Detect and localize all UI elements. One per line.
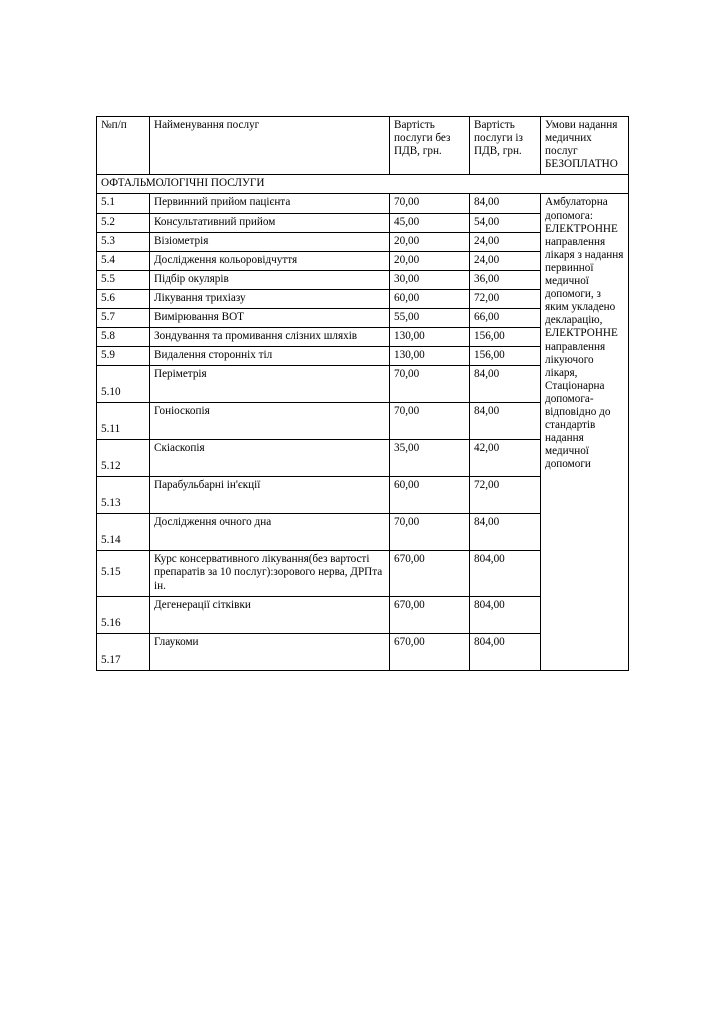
row-service-name: Дослідження очного дна bbox=[150, 514, 390, 551]
price-table-container bbox=[96, 116, 628, 671]
row-price-no-vat: 45,00 bbox=[390, 213, 470, 232]
row-price-no-vat: 55,00 bbox=[390, 309, 470, 328]
row-price-with-vat: 804,00 bbox=[470, 596, 541, 633]
row-service-name: Глаукоми bbox=[150, 633, 390, 670]
table-row bbox=[97, 194, 629, 213]
row-service-name: Дегенерації сітківки bbox=[150, 596, 390, 633]
row-price-no-vat: 60,00 bbox=[390, 477, 470, 514]
row-number: 5.16 bbox=[97, 596, 150, 633]
row-service-name: Вимірювання ВОТ bbox=[150, 309, 390, 328]
row-price-with-vat: 24,00 bbox=[470, 251, 541, 270]
row-number: 5.4 bbox=[97, 251, 150, 270]
header-cell-conditions: Умови надання медичних послуг БЕЗОПЛАТНО bbox=[541, 117, 629, 175]
section-title: ОФТАЛЬМОЛОГІЧНІ ПОСЛУГИ bbox=[97, 175, 629, 194]
header-cell-number: №п/п bbox=[97, 117, 150, 175]
row-service-name: Первинний прийом пацієнта bbox=[150, 194, 390, 213]
row-price-no-vat: 130,00 bbox=[390, 347, 470, 366]
row-service-name: Дослідження кольоровідчуття bbox=[150, 251, 390, 270]
row-number: 5.7 bbox=[97, 309, 150, 328]
row-number: 5.10 bbox=[97, 366, 150, 403]
row-price-no-vat: 70,00 bbox=[390, 366, 470, 403]
row-price-no-vat: 70,00 bbox=[390, 514, 470, 551]
row-service-name: Парабульбарні ін'єкції bbox=[150, 477, 390, 514]
row-price-no-vat: 20,00 bbox=[390, 251, 470, 270]
row-number: 5.6 bbox=[97, 289, 150, 308]
row-number: 5.11 bbox=[97, 403, 150, 440]
header-cell-service-name: Найменування послуг bbox=[150, 117, 390, 175]
row-number: 5.3 bbox=[97, 232, 150, 251]
row-service-name: Підбір окулярів bbox=[150, 270, 390, 289]
row-price-with-vat: 804,00 bbox=[470, 551, 541, 596]
row-price-with-vat: 72,00 bbox=[470, 477, 541, 514]
row-service-name: Періметрія bbox=[150, 366, 390, 403]
row-service-name: Курс консервативного лікування(без вартості препаратів за 10 послуг):зорового нерва, ДРПта ін. bbox=[150, 551, 390, 596]
row-price-no-vat: 70,00 bbox=[390, 194, 470, 213]
row-price-no-vat: 20,00 bbox=[390, 232, 470, 251]
row-service-name: Візіометрія bbox=[150, 232, 390, 251]
row-price-with-vat: 84,00 bbox=[470, 403, 541, 440]
row-price-no-vat: 670,00 bbox=[390, 551, 470, 596]
row-number: 5.17 bbox=[97, 633, 150, 670]
price-table-body bbox=[97, 117, 629, 671]
row-number: 5.8 bbox=[97, 328, 150, 347]
row-price-no-vat: 60,00 bbox=[390, 289, 470, 308]
row-price-with-vat: 36,00 bbox=[470, 270, 541, 289]
row-price-no-vat: 670,00 bbox=[390, 596, 470, 633]
row-number: 5.15 bbox=[97, 551, 150, 596]
row-price-with-vat: 42,00 bbox=[470, 440, 541, 477]
row-price-no-vat: 30,00 bbox=[390, 270, 470, 289]
row-price-with-vat: 156,00 bbox=[470, 347, 541, 366]
table-header-row bbox=[97, 117, 629, 175]
row-service-name: Гоніоскопія bbox=[150, 403, 390, 440]
row-price-with-vat: 156,00 bbox=[470, 328, 541, 347]
row-price-with-vat: 24,00 bbox=[470, 232, 541, 251]
row-price-with-vat: 72,00 bbox=[470, 289, 541, 308]
row-number: 5.9 bbox=[97, 347, 150, 366]
row-number: 5.2 bbox=[97, 213, 150, 232]
row-service-name: Видалення сторонніх тіл bbox=[150, 347, 390, 366]
row-price-with-vat: 66,00 bbox=[470, 309, 541, 328]
row-number: 5.14 bbox=[97, 514, 150, 551]
row-price-no-vat: 70,00 bbox=[390, 403, 470, 440]
row-price-with-vat: 84,00 bbox=[470, 514, 541, 551]
row-service-name: Консультативний прийом bbox=[150, 213, 390, 232]
header-cell-price-with-vat: Вартість послуги із ПДВ, грн. bbox=[470, 117, 541, 175]
header-cell-price-no-vat: Вартість послуги без ПДВ, грн. bbox=[390, 117, 470, 175]
row-price-with-vat: 54,00 bbox=[470, 213, 541, 232]
row-price-with-vat: 804,00 bbox=[470, 633, 541, 670]
row-price-with-vat: 84,00 bbox=[470, 194, 541, 213]
section-title-row bbox=[97, 175, 629, 194]
row-number: 5.13 bbox=[97, 477, 150, 514]
row-service-name: Зондування та промивання слізних шляхів bbox=[150, 328, 390, 347]
price-table bbox=[96, 116, 629, 671]
row-number: 5.1 bbox=[97, 194, 150, 213]
row-service-name: Скіаскопія bbox=[150, 440, 390, 477]
row-service-name: Лікування трихіазу bbox=[150, 289, 390, 308]
row-price-no-vat: 35,00 bbox=[390, 440, 470, 477]
row-price-no-vat: 670,00 bbox=[390, 633, 470, 670]
row-number: 5.12 bbox=[97, 440, 150, 477]
row-price-no-vat: 130,00 bbox=[390, 328, 470, 347]
row-price-with-vat: 84,00 bbox=[470, 366, 541, 403]
row-number: 5.5 bbox=[97, 270, 150, 289]
conditions-cell: Амбулаторна допомога: ЕЛЕКТРОННЕ направлення лікаря з надання первинної медичної допомоги, з яким укладено декларацію, ЕЛЕКТРОННЕ направлення лікуючого лікаря, Стаціонарна допомога-відповідно до стандартів надання медичної допомоги bbox=[541, 194, 629, 670]
